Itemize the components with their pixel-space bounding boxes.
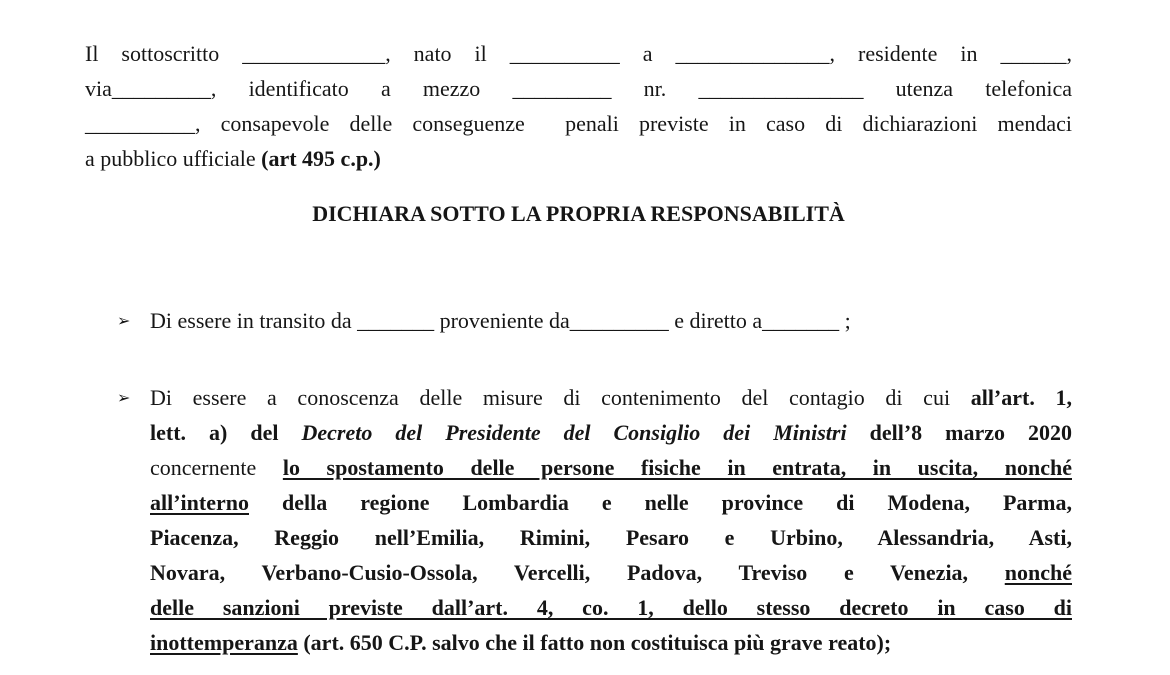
text-line (150, 380, 1072, 415)
text-run: lett. a) del (150, 420, 302, 445)
text-run: via_________, identificato a mezzo _________ nr. _______________ utenza telefonica (85, 76, 1072, 101)
text-line (85, 71, 1072, 106)
text-line (150, 625, 1072, 660)
text-run: della regione Lombardia e nelle province di Modena, Parma, (249, 490, 1072, 515)
text-line (85, 141, 1072, 176)
declaration-heading: DICHIARA SOTTO LA PROPRIA RESPONSABILITÀ (312, 201, 845, 226)
text-run: concernente (150, 455, 283, 480)
arrow-bullet-icon: ➢ (117, 388, 131, 407)
text-run: Di essere in transito da _______ proveniente da_________ e diretto a_______ ; (150, 308, 851, 333)
text-run: Decreto del Presidente del Consiglio dei Ministri (301, 420, 847, 445)
text-run: delle sanzioni previste dall’art. 4, co. 1, dello stesso decreto in caso di (150, 595, 1072, 620)
text-line (150, 450, 1072, 485)
text-run: all’interno (150, 490, 249, 515)
text-run: Di essere a conoscenza delle misure di contenimento del contagio di cui (150, 385, 971, 410)
declaration-list (85, 303, 1072, 660)
text-line (150, 303, 1072, 338)
text-run: all’art. 1, (970, 385, 1072, 410)
text-line (150, 520, 1072, 555)
text-run: a pubblico ufficiale (85, 146, 262, 171)
text-line (150, 415, 1072, 450)
text-run: Novara, Verbano-Cusio-Ossola, Vercelli, Padova, Treviso e Venezia, (150, 560, 1005, 585)
text-run: lo spostamento delle persone fisiche in entrata, in uscita, nonché (282, 455, 1072, 480)
text-run: (art 495 c.p.) (261, 146, 381, 171)
text-run: inottemperanza (150, 630, 298, 655)
list-item-decree (85, 380, 1072, 660)
text-run: (art. 650 C.P. salvo che il fatto non costituisca più grave reato); (297, 630, 892, 655)
text-run: nonché (1004, 560, 1072, 585)
list-item-transit (85, 303, 1072, 338)
list-item-decree-text (150, 380, 1072, 660)
text-line (150, 555, 1072, 590)
text-line (85, 106, 1072, 141)
intro-paragraph (85, 36, 1072, 176)
text-line (150, 485, 1072, 520)
text-run: dell’8 marzo 2020 (846, 420, 1073, 445)
text-run: __________, consapevole delle conseguenze penali previste in caso di dichiarazioni mendaci (85, 111, 1072, 136)
text-line (85, 36, 1072, 71)
text-line (150, 590, 1072, 625)
text-run: Il sottoscritto _____________, nato il __________ a ______________, residente in ______, (85, 41, 1072, 66)
list-item-transit-text (150, 303, 1072, 338)
arrow-bullet-icon: ➢ (117, 311, 131, 330)
text-run: Piacenza, Reggio nell’Emilia, Rimini, Pesaro e Urbino, Alessandria, Asti, (150, 525, 1072, 550)
